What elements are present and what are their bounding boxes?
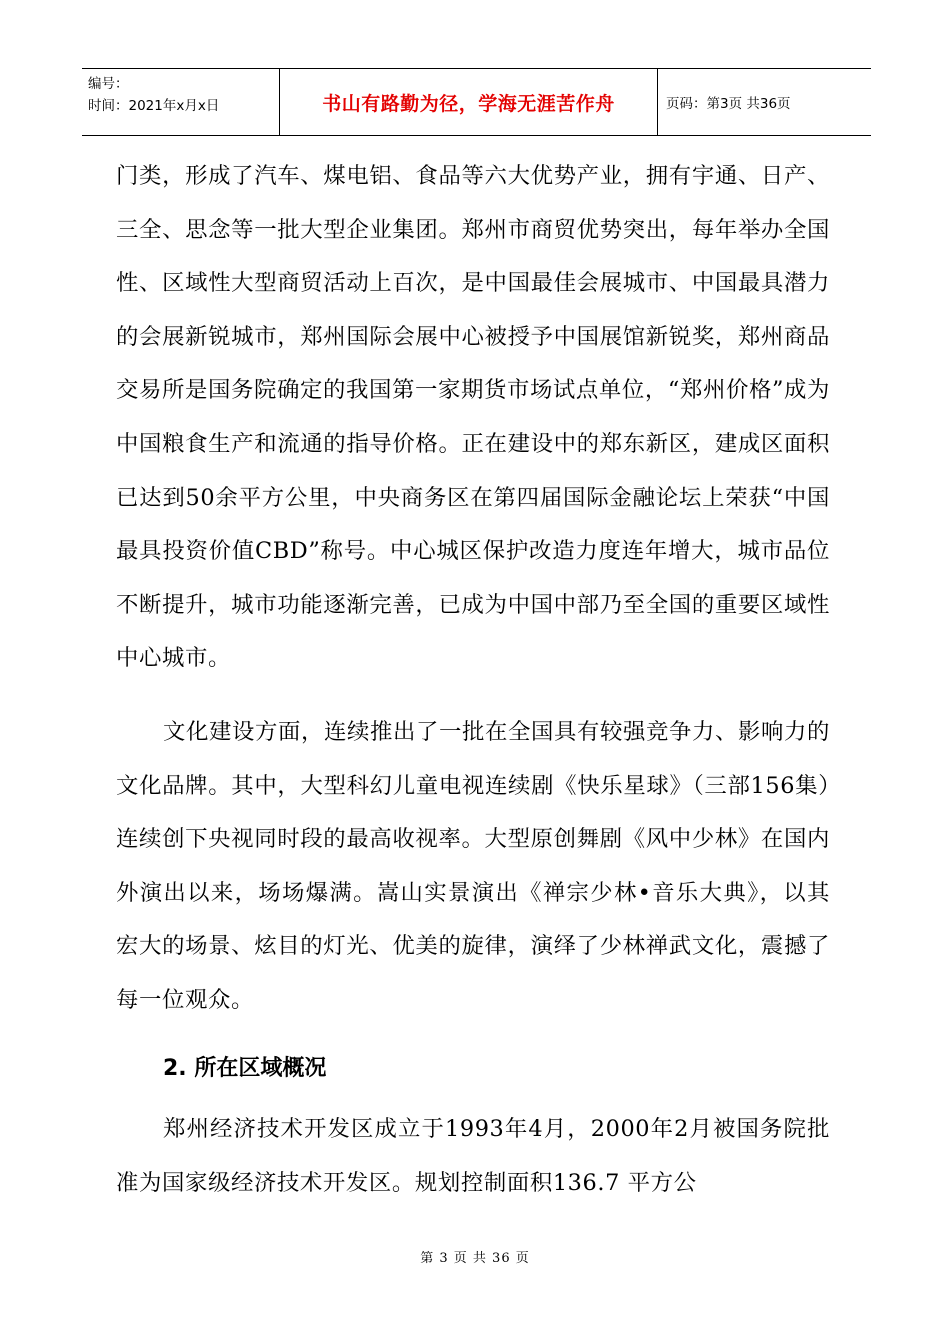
page-footer: 第 3 页 共 36 页 [420, 1251, 530, 1266]
document-number: 编号： [88, 76, 129, 92]
page-header [82, 68, 871, 136]
section-heading: 2. 所在区域概况 [163, 1055, 327, 1081]
document-body [116, 150, 830, 1210]
document-date: 时间：2021年x月x日 [88, 98, 220, 114]
paragraph-economy: 门类，形成了汽车、煤电铝、食品等六大优势产业，拥有宇通、日产、三全、思念等一批大型企业集团。郑州市商贸优势突出，每年举办全国性、区域性大型商贸活动上百次，是中国最佳会展城市、中国最具潜力的会展新锐城市，郑州国际会展中心被授予中国展馆新锐奖，郑州商品交易所是国务院确定的我国第一家期货市场试点单位，“郑州价格”成为中国粮食生产和流通的指导价格。正在建设中的郑东新区，建成区面积已达到50余平方公里，中央商务区在第四届国际金融论坛上荣获“中国最具投资价值CBD”称号。中心城区保护改造力度连年增大，城市品位不断提升，城市功能逐渐完善，已成为中国中部乃至全国的重要区域性中心城市。 [116, 163, 830, 672]
paragraph-development-zone: 郑州经济技术开发区成立于1993年4月，2000年2月被国务院批准为国家级经济技术开发区。规划控制面积136.7 平方公 [116, 1116, 830, 1196]
paragraph-culture: 文化建设方面，连续推出了一批在全国具有较强竞争力、影响力的文化品牌。其中，大型科幻儿童电视连续剧《快乐星球》（三部156集）连续创下央视同时段的最高收视率。大型原创舞剧《风中少林》在国内外演出以来，场场爆满。嵩山实景演出《禅宗少林•音乐大典》，以其宏大的场景、炫目的灯光、优美的旋律，演绎了少林禅武文化，震撼了每一位观众。 [116, 718, 830, 1013]
header-motto: 书山有路勤为径，学海无涯苦作舟 [280, 69, 658, 135]
header-meta [82, 69, 280, 135]
header-page-info: 页码：第3页 共36页 [666, 96, 791, 112]
